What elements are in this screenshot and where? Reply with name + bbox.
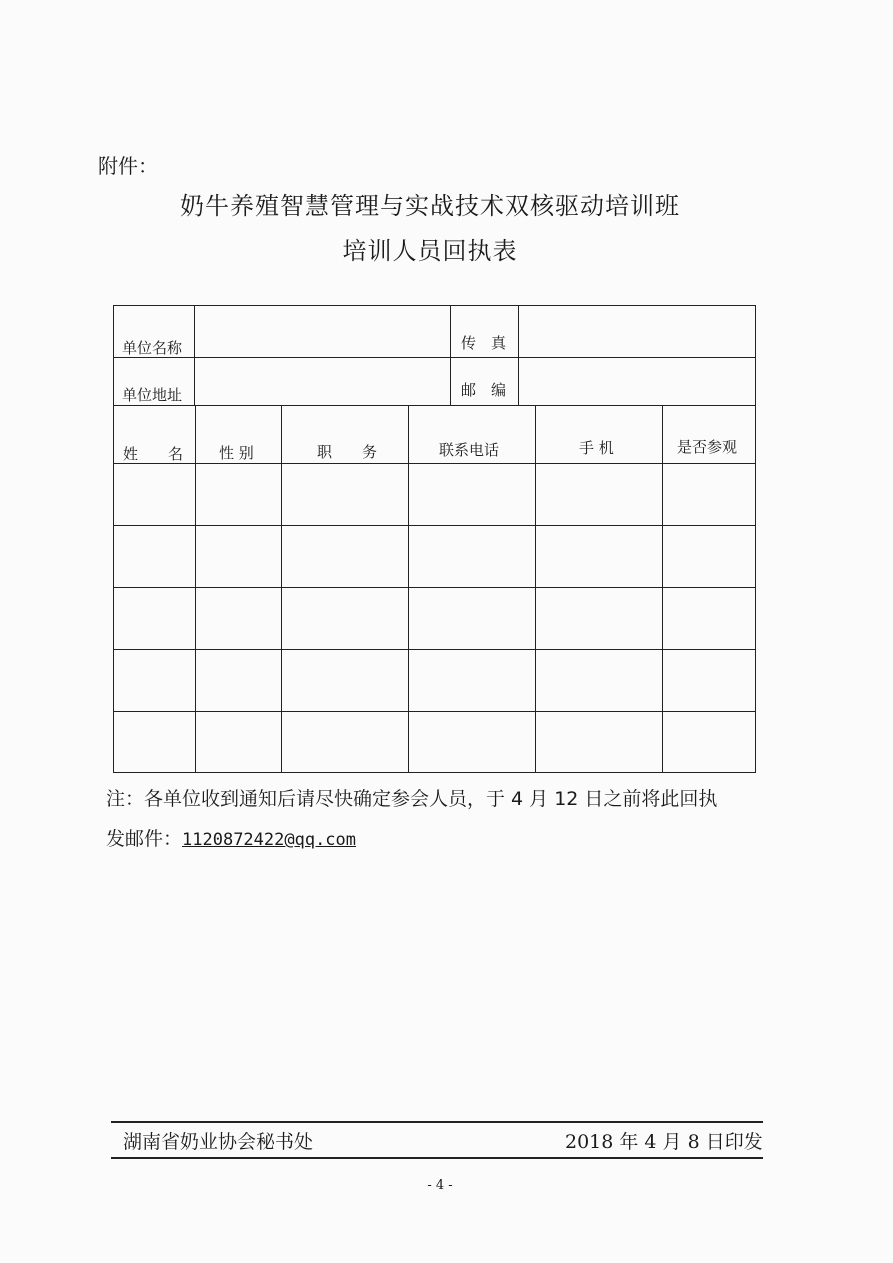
table-rule	[113, 405, 756, 406]
table-rule	[113, 587, 756, 588]
unit-name-label: 单位名称	[122, 339, 183, 357]
fax-label: 传 真	[461, 334, 507, 352]
document-subtitle: 培训人员回执表	[342, 237, 518, 265]
table-divider	[662, 405, 663, 773]
table-divider	[518, 305, 519, 405]
column-header-name: 姓 名	[123, 445, 184, 463]
note-text: 注：各单位收到通知后请尽快确定参会人员，于 4 月 12 日之前将此回执	[106, 788, 718, 810]
column-header-gender: 性 别	[219, 444, 254, 462]
issuing-organization: 湖南省奶业协会秘书处	[123, 1131, 314, 1153]
page-number: - 4 -	[427, 1178, 453, 1193]
table-border-left	[113, 305, 114, 773]
footer-rule-bottom	[111, 1157, 763, 1159]
table-rule	[113, 649, 756, 650]
column-header-phone: 联系电话	[439, 441, 500, 459]
unit-address-label: 单位地址	[122, 386, 183, 404]
column-header-position: 职 务	[317, 443, 378, 461]
table-divider	[408, 405, 409, 773]
email-address: 1120872422@qq.com	[182, 830, 357, 850]
document-title: 奶牛养殖智慧管理与实战技术双核驱动培训班	[180, 192, 680, 220]
table-border-bottom	[113, 772, 756, 773]
table-rule	[113, 711, 756, 712]
attachment-label: 附件：	[98, 154, 158, 178]
table-divider	[535, 405, 536, 773]
email-row	[106, 824, 356, 851]
email-label: 发邮件：	[106, 828, 183, 850]
table-divider	[195, 405, 196, 773]
table-divider	[281, 405, 282, 773]
table-border-right	[755, 305, 756, 773]
table-divider	[194, 305, 195, 405]
table-rule	[113, 525, 756, 526]
table-rule	[113, 463, 756, 464]
postcode-label: 邮 编	[461, 381, 507, 399]
table-rule	[113, 357, 756, 358]
table-divider	[450, 305, 451, 405]
table-border-top	[113, 305, 756, 306]
column-header-visit: 是否参观	[677, 438, 738, 456]
column-header-mobile: 手 机	[579, 439, 614, 457]
receipt-form-table	[113, 305, 756, 773]
issue-date: 2018 年 4 月 8 日印发	[565, 1131, 763, 1153]
footer-rule-top	[111, 1121, 763, 1123]
